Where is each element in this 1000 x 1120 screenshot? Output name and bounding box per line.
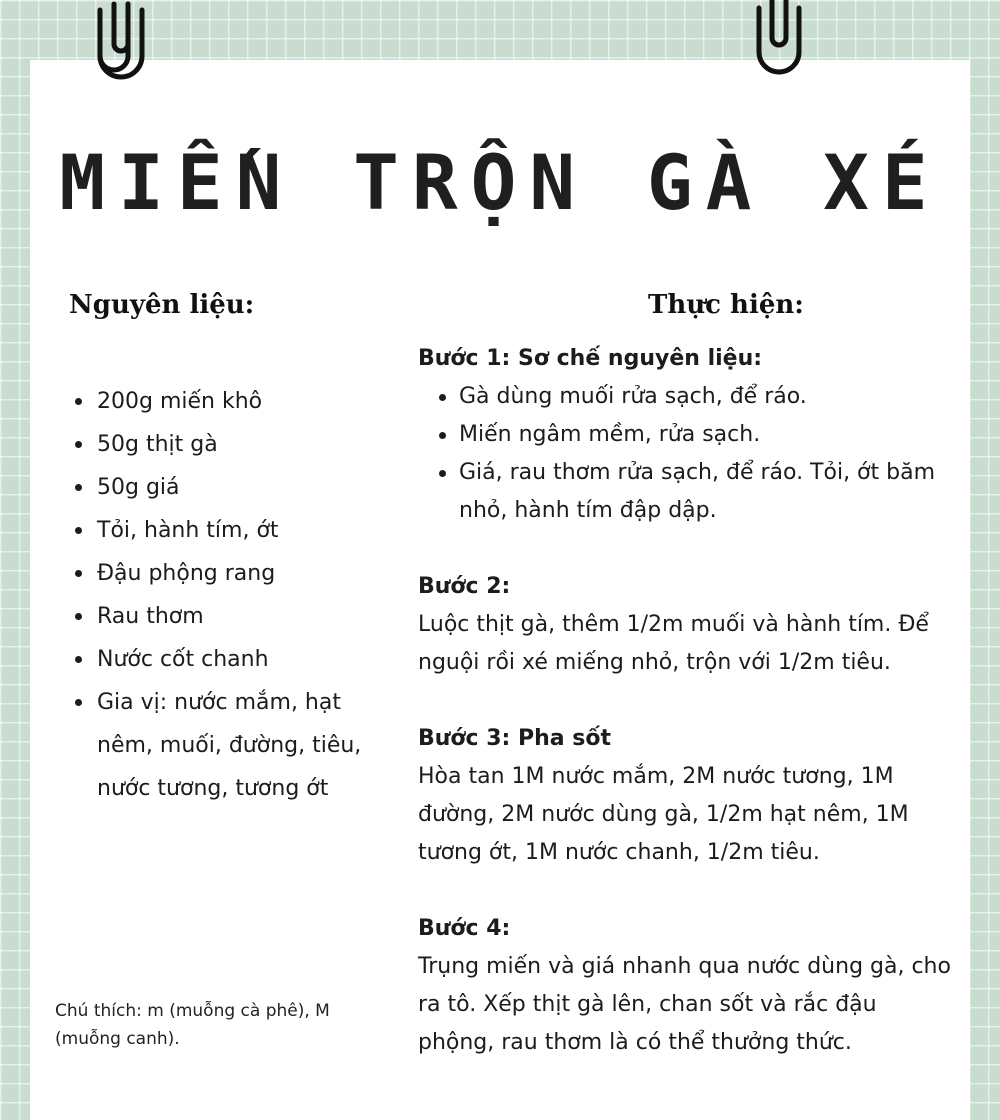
step-title: Bước 1: Sơ chế nguyên liệu: [418, 346, 763, 371]
step-title: Bước 2: [418, 574, 511, 599]
step-1-list [418, 378, 958, 530]
list-item: Gia vị: nước mắm, hạt nêm, muối, đường, tiêu, nước tương, tương ớt [97, 681, 397, 810]
list-item: Đậu phộng rang [97, 552, 397, 595]
list-item: Giá, rau thơm rửa sạch, để ráo. Tỏi, ớt băm nhỏ, hành tím đập dập. [459, 454, 958, 530]
step-3 [418, 720, 958, 872]
ingredients-list [69, 380, 397, 810]
list-item: 50g thịt gà [97, 423, 397, 466]
paperclip-left-icon [94, 0, 148, 86]
step-title: Bước 3: Pha sốt [418, 726, 612, 751]
recipe-title: MIẾN TRỘN GÀ XÉ [59, 138, 941, 227]
step-1 [418, 340, 958, 530]
note-text: Chú thích: m (muỗng cà phê), M (muỗng canh). [55, 1001, 330, 1049]
step-4 [418, 910, 958, 1062]
paperclip-right-icon [753, 0, 805, 80]
step-title: Bước 4: [418, 916, 511, 941]
step-text: Hòa tan 1M nước mắm, 2M nước tương, 1M đường, 2M nước dùng gà, 1/2m hạt nêm, 1M tương ớt, 1M nước chanh, 1/2m tiêu. [418, 764, 909, 865]
step-text: Trụng miến và giá nhanh qua nước dùng gà, cho ra tô. Xếp thịt gà lên, chan sốt và rắc đậu phộng, rau thơm là có thể thưởng thức. [418, 954, 951, 1055]
list-item: Rau thơm [97, 595, 397, 638]
step-2 [418, 568, 958, 682]
list-item: Gà dùng muối rửa sạch, để ráo. [459, 378, 958, 416]
list-item: Tỏi, hành tím, ớt [97, 509, 397, 552]
list-item: Nước cốt chanh [97, 638, 397, 681]
method-heading: Thực hiện: [648, 290, 804, 320]
method-section [418, 340, 958, 1100]
step-text: Luộc thịt gà, thêm 1/2m muối và hành tím. Để nguội rồi xé miếng nhỏ, trộn với 1/2m tiêu. [418, 612, 929, 675]
list-item: 50g giá [97, 466, 397, 509]
list-item: Miến ngâm mềm, rửa sạch. [459, 416, 958, 454]
list-item: 200g miến khô [97, 380, 397, 423]
ingredients-heading: Nguyên liệu: [69, 290, 255, 320]
